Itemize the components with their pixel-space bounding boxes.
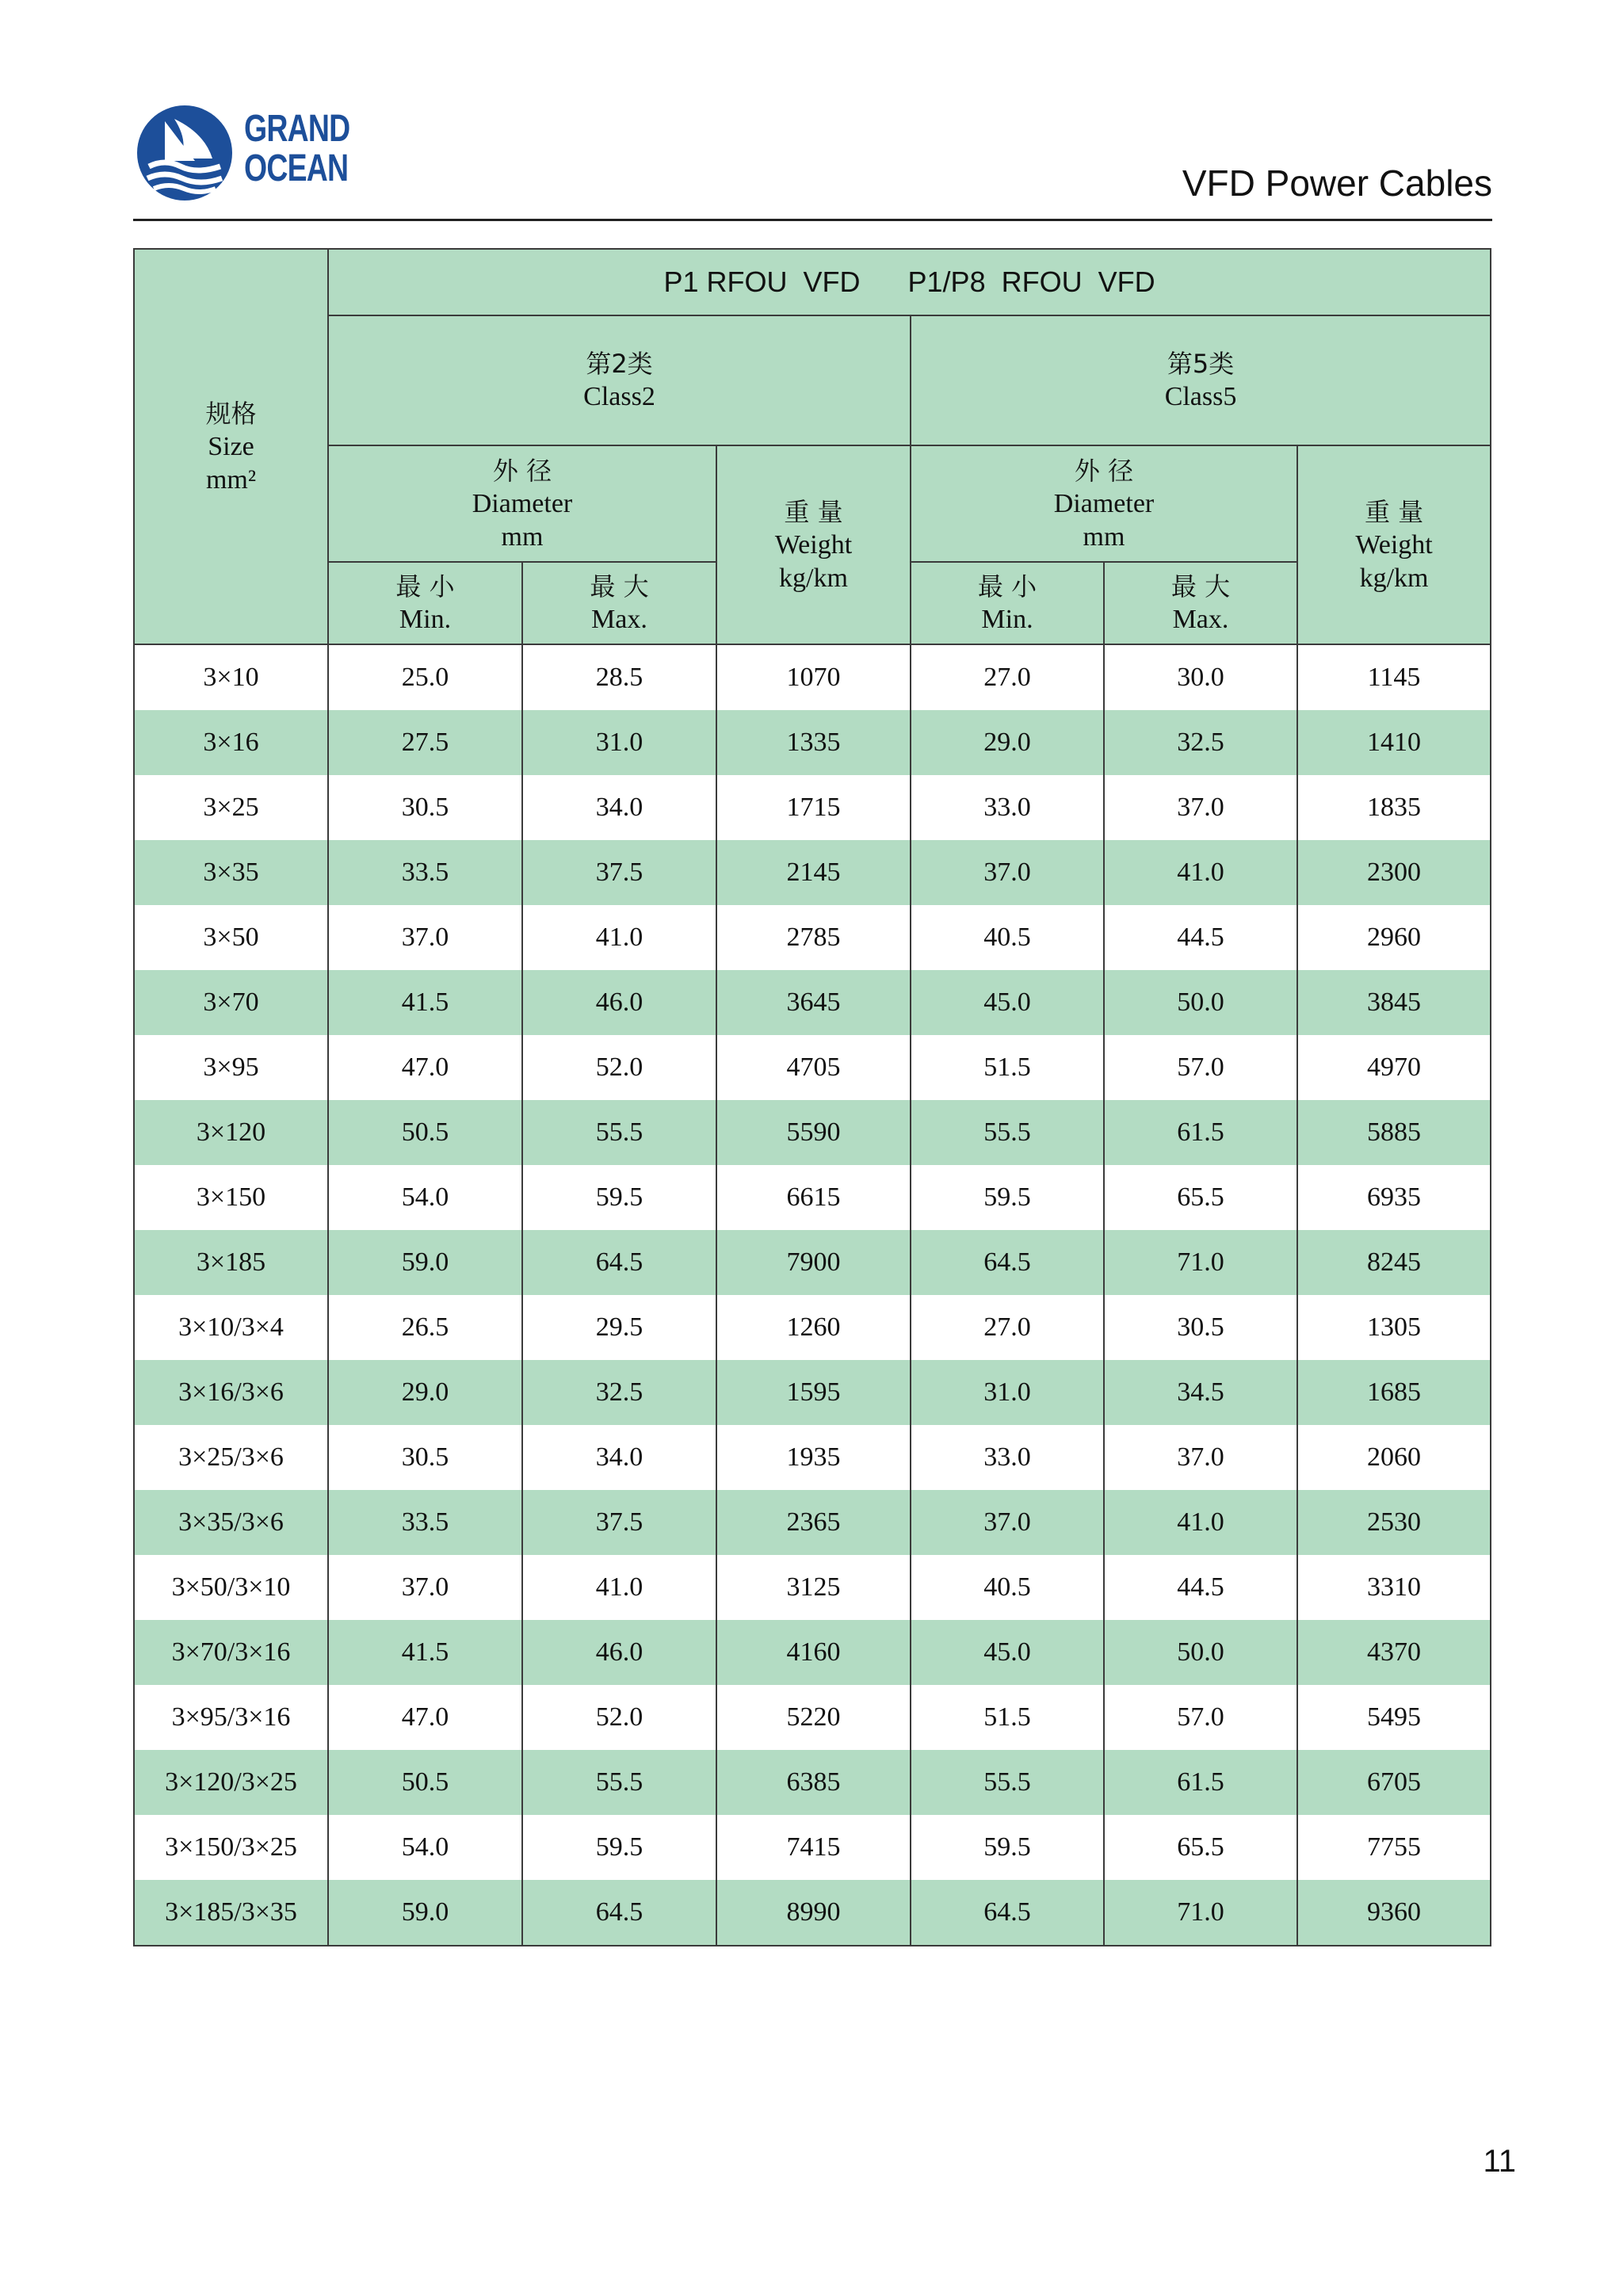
table-row: [134, 710, 1491, 775]
class5-weight-cell: 5495: [1297, 1685, 1491, 1750]
class2-min-cell: 27.5: [328, 710, 522, 775]
class5-min-cell: 51.5: [911, 1035, 1104, 1100]
class2-weight-header: [716, 445, 911, 644]
class2-weight-cell: 2785: [716, 905, 911, 970]
grand-ocean-logo: [133, 101, 577, 212]
specification-table: [133, 248, 1491, 1946]
class2-max-cell: 37.5: [522, 1490, 716, 1555]
size-cell: 3×35: [134, 840, 328, 905]
class2-header: [328, 315, 911, 445]
class5-weight-cell: 9360: [1297, 1880, 1491, 1946]
class5-min-cell: 55.5: [911, 1100, 1104, 1165]
class2-min-cell: 54.0: [328, 1815, 522, 1880]
class5-weight-header: [1297, 445, 1491, 644]
size-cell: 3×50/3×10: [134, 1555, 328, 1620]
class2-weight-cell: 7415: [716, 1815, 911, 1880]
size-column-header: [134, 249, 328, 644]
logo-wordmark: [244, 109, 380, 189]
table-row: [134, 1750, 1491, 1815]
class2-min-cell: 30.5: [328, 775, 522, 840]
class2-weight-cell: 5220: [716, 1685, 911, 1750]
table-body: [134, 644, 1491, 1946]
class5-min-cell: 37.0: [911, 840, 1104, 905]
class2-weight-cell: 1260: [716, 1295, 911, 1360]
class5-min-cell: 37.0: [911, 1490, 1104, 1555]
diameter-en-label: Diameter: [472, 488, 573, 518]
size-cell: 3×185/3×35: [134, 1880, 328, 1946]
table-row: [134, 1685, 1491, 1750]
diameter-unit-label: mm: [501, 521, 544, 552]
weight-en-label: Weight: [1355, 529, 1433, 560]
class5-min-cell: 64.5: [911, 1880, 1104, 1946]
class5-weight-cell: 1410: [1297, 710, 1491, 775]
page-header: [133, 101, 1492, 220]
table-row: [134, 1165, 1491, 1230]
table-row: [134, 1100, 1491, 1165]
class5-weight-cell: 1835: [1297, 775, 1491, 840]
class5-min-cell: 51.5: [911, 1685, 1104, 1750]
size-cell: 3×120/3×25: [134, 1750, 328, 1815]
size-en-label: Size: [208, 431, 254, 461]
class5-max-cell: 65.5: [1104, 1165, 1297, 1230]
max-en-label: Max.: [1172, 605, 1229, 634]
size-cell: 3×25: [134, 775, 328, 840]
diameter-en-label: Diameter: [1053, 488, 1155, 518]
class5-weight-cell: 2530: [1297, 1490, 1491, 1555]
class5-max-cell: 65.5: [1104, 1815, 1297, 1880]
table-row: [134, 1230, 1491, 1295]
size-cell: 3×10/3×4: [134, 1295, 328, 1360]
class5-min-cell: 64.5: [911, 1230, 1104, 1295]
class5-max-cell: 71.0: [1104, 1880, 1297, 1946]
class5-max-cell: 50.0: [1104, 970, 1297, 1035]
class2-max-cell: 59.5: [522, 1815, 716, 1880]
max-en-label: Max.: [591, 605, 647, 634]
series-title: P1 RFOU VFD P1/P8 RFOU VFD: [328, 249, 1491, 315]
class2-weight-cell: 1595: [716, 1360, 911, 1425]
size-cell: 3×70/3×16: [134, 1620, 328, 1685]
table-row: [134, 1425, 1491, 1490]
class2-zh-label: 第2类: [586, 349, 653, 379]
class5-max-cell: 44.5: [1104, 905, 1297, 970]
weight-unit-label: kg/km: [779, 563, 848, 593]
class2-min-cell: 25.0: [328, 644, 522, 710]
size-cell: 3×16: [134, 710, 328, 775]
class2-weight-cell: 2145: [716, 840, 911, 905]
class5-en-label: Class5: [1164, 382, 1237, 411]
class2-max-cell: 34.0: [522, 1425, 716, 1490]
class2-weight-cell: 1935: [716, 1425, 911, 1490]
size-cell: 3×35/3×6: [134, 1490, 328, 1555]
class5-weight-cell: 5885: [1297, 1100, 1491, 1165]
class2-max-cell: 52.0: [522, 1685, 716, 1750]
size-cell: 3×185: [134, 1230, 328, 1295]
page-title: VFD Power Cables: [1182, 162, 1492, 204]
class5-max-cell: 32.5: [1104, 710, 1297, 775]
class2-min-cell: 30.5: [328, 1425, 522, 1490]
logo-line-ocean: OCEAN: [244, 147, 349, 189]
class2-weight-cell: 7900: [716, 1230, 911, 1295]
class2-weight-cell: 8990: [716, 1880, 911, 1946]
class2-max-cell: 55.5: [522, 1100, 716, 1165]
class2-max-cell: 64.5: [522, 1230, 716, 1295]
class5-min-cell: 55.5: [911, 1750, 1104, 1815]
class5-weight-cell: 6705: [1297, 1750, 1491, 1815]
class2-weight-cell: 2365: [716, 1490, 911, 1555]
class5-weight-cell: 6935: [1297, 1165, 1491, 1230]
class2-diameter-header: [328, 445, 716, 562]
class2-max-cell: 52.0: [522, 1035, 716, 1100]
size-cell: 3×120: [134, 1100, 328, 1165]
class5-weight-cell: 4370: [1297, 1620, 1491, 1685]
class2-max-cell: 64.5: [522, 1880, 716, 1946]
class2-min-cell: 26.5: [328, 1295, 522, 1360]
min-zh-label: 最 小: [977, 571, 1037, 602]
class5-max-cell: 44.5: [1104, 1555, 1297, 1620]
table-row: [134, 1490, 1491, 1555]
min-en-label: Min.: [399, 605, 452, 634]
class5-weight-cell: 2960: [1297, 905, 1491, 970]
table-row: [134, 1880, 1491, 1946]
class2-min-cell: 37.0: [328, 1555, 522, 1620]
class2-weight-cell: 1335: [716, 710, 911, 775]
weight-unit-label: kg/km: [1359, 563, 1429, 593]
class2-max-cell: 34.0: [522, 775, 716, 840]
class2-min-cell: 47.0: [328, 1035, 522, 1100]
class5-max-cell: 50.0: [1104, 1620, 1297, 1685]
max-zh-label: 最 大: [590, 571, 649, 602]
weight-en-label: Weight: [774, 529, 853, 560]
class5-max-cell: 57.0: [1104, 1035, 1297, 1100]
diameter-unit-label: mm: [1083, 521, 1125, 552]
class5-min-cell: 31.0: [911, 1360, 1104, 1425]
class5-min-cell: 59.5: [911, 1815, 1104, 1880]
class2-max-cell: 41.0: [522, 905, 716, 970]
class5-min-cell: 45.0: [911, 1620, 1104, 1685]
class5-max-header: [1104, 562, 1297, 644]
ship-wave-logo-icon: [133, 101, 236, 204]
class2-weight-cell: 3645: [716, 970, 911, 1035]
weight-zh-label: 重 量: [784, 496, 843, 527]
table-row: [134, 644, 1491, 710]
header-divider: [133, 219, 1492, 221]
table-row: [134, 1035, 1491, 1100]
class5-max-cell: 57.0: [1104, 1685, 1297, 1750]
table-row: [134, 840, 1491, 905]
class5-max-cell: 71.0: [1104, 1230, 1297, 1295]
class2-min-cell: 59.0: [328, 1880, 522, 1946]
class2-min-cell: 33.5: [328, 840, 522, 905]
class2-weight-cell: 6615: [716, 1165, 911, 1230]
class2-min-cell: 41.5: [328, 1620, 522, 1685]
size-cell: 3×10: [134, 644, 328, 710]
class5-max-cell: 61.5: [1104, 1750, 1297, 1815]
class2-weight-cell: 1715: [716, 775, 911, 840]
class2-min-cell: 37.0: [328, 905, 522, 970]
diameter-zh-label: 外 径: [492, 455, 552, 486]
class5-max-cell: 37.0: [1104, 1425, 1297, 1490]
class5-min-cell: 40.5: [911, 905, 1104, 970]
logo-line-grand: GRAND: [244, 108, 350, 150]
class5-min-cell: 45.0: [911, 970, 1104, 1035]
weight-zh-label: 重 量: [1364, 496, 1424, 527]
class5-weight-cell: 4970: [1297, 1035, 1491, 1100]
size-cell: 3×50: [134, 905, 328, 970]
class2-max-cell: 46.0: [522, 970, 716, 1035]
class2-weight-cell: 6385: [716, 1750, 911, 1815]
class2-min-header: [328, 562, 522, 644]
class2-weight-cell: 5590: [716, 1100, 911, 1165]
class5-min-header: [911, 562, 1104, 644]
class5-weight-cell: 3845: [1297, 970, 1491, 1035]
class5-max-cell: 34.5: [1104, 1360, 1297, 1425]
class5-weight-cell: 3310: [1297, 1555, 1491, 1620]
class5-weight-cell: 8245: [1297, 1230, 1491, 1295]
class5-weight-cell: 1685: [1297, 1360, 1491, 1425]
table-header: [134, 249, 1491, 644]
class2-weight-cell: 3125: [716, 1555, 911, 1620]
class5-weight-cell: 2060: [1297, 1425, 1491, 1490]
class5-min-cell: 40.5: [911, 1555, 1104, 1620]
class2-min-cell: 59.0: [328, 1230, 522, 1295]
class2-max-cell: 55.5: [522, 1750, 716, 1815]
diameter-zh-label: 外 径: [1074, 455, 1134, 486]
class2-max-cell: 59.5: [522, 1165, 716, 1230]
class5-header: [911, 315, 1491, 445]
table-row: [134, 1620, 1491, 1685]
table-row: [134, 1555, 1491, 1620]
size-unit-label: mm²: [205, 464, 257, 495]
class5-weight-cell: 1305: [1297, 1295, 1491, 1360]
max-zh-label: 最 大: [1170, 571, 1231, 602]
class2-weight-cell: 4705: [716, 1035, 911, 1100]
class2-min-cell: 50.5: [328, 1750, 522, 1815]
table-row: [134, 905, 1491, 970]
class5-min-cell: 59.5: [911, 1165, 1104, 1230]
table-row: [134, 775, 1491, 840]
size-cell: 3×16/3×6: [134, 1360, 328, 1425]
class5-max-cell: 41.0: [1104, 1490, 1297, 1555]
class2-min-cell: 47.0: [328, 1685, 522, 1750]
class2-max-cell: 37.5: [522, 840, 716, 905]
class2-min-cell: 54.0: [328, 1165, 522, 1230]
class2-min-cell: 41.5: [328, 970, 522, 1035]
class5-weight-cell: 2300: [1297, 840, 1491, 905]
size-cell: 3×25/3×6: [134, 1425, 328, 1490]
table-row: [134, 1295, 1491, 1360]
min-en-label: Min.: [981, 605, 1033, 634]
class2-max-cell: 46.0: [522, 1620, 716, 1685]
page-number: 11: [1483, 2144, 1516, 2179]
class5-min-cell: 27.0: [911, 1295, 1104, 1360]
class5-min-cell: 29.0: [911, 710, 1104, 775]
class2-max-cell: 32.5: [522, 1360, 716, 1425]
class2-en-label: Class2: [583, 382, 655, 411]
class2-min-cell: 50.5: [328, 1100, 522, 1165]
specification-table-wrapper: [133, 248, 1491, 1946]
size-cell: 3×150/3×25: [134, 1815, 328, 1880]
size-cell: 3×95: [134, 1035, 328, 1100]
class2-max-cell: 29.5: [522, 1295, 716, 1360]
table-row: [134, 1815, 1491, 1880]
class2-max-cell: 28.5: [522, 644, 716, 710]
table-row: [134, 1360, 1491, 1425]
class5-weight-cell: 1145: [1297, 644, 1491, 710]
class5-min-cell: 33.0: [911, 1425, 1104, 1490]
size-zh-label: 规格: [205, 398, 257, 429]
class5-zh-label: 第5类: [1167, 349, 1235, 379]
class2-max-header: [522, 562, 716, 644]
class2-min-cell: 33.5: [328, 1490, 522, 1555]
class2-max-cell: 31.0: [522, 710, 716, 775]
class2-min-cell: 29.0: [328, 1360, 522, 1425]
class5-min-cell: 27.0: [911, 644, 1104, 710]
min-zh-label: 最 小: [395, 571, 455, 602]
class5-max-cell: 30.0: [1104, 644, 1297, 710]
class5-max-cell: 61.5: [1104, 1100, 1297, 1165]
class5-max-cell: 30.5: [1104, 1295, 1297, 1360]
class5-min-cell: 33.0: [911, 775, 1104, 840]
size-cell: 3×70: [134, 970, 328, 1035]
class2-weight-cell: 1070: [716, 644, 911, 710]
class2-max-cell: 41.0: [522, 1555, 716, 1620]
class5-max-cell: 41.0: [1104, 840, 1297, 905]
size-cell: 3×150: [134, 1165, 328, 1230]
class2-weight-cell: 4160: [716, 1620, 911, 1685]
class5-weight-cell: 7755: [1297, 1815, 1491, 1880]
size-cell: 3×95/3×16: [134, 1685, 328, 1750]
table-row: [134, 970, 1491, 1035]
class5-diameter-header: [911, 445, 1297, 562]
class5-max-cell: 37.0: [1104, 775, 1297, 840]
